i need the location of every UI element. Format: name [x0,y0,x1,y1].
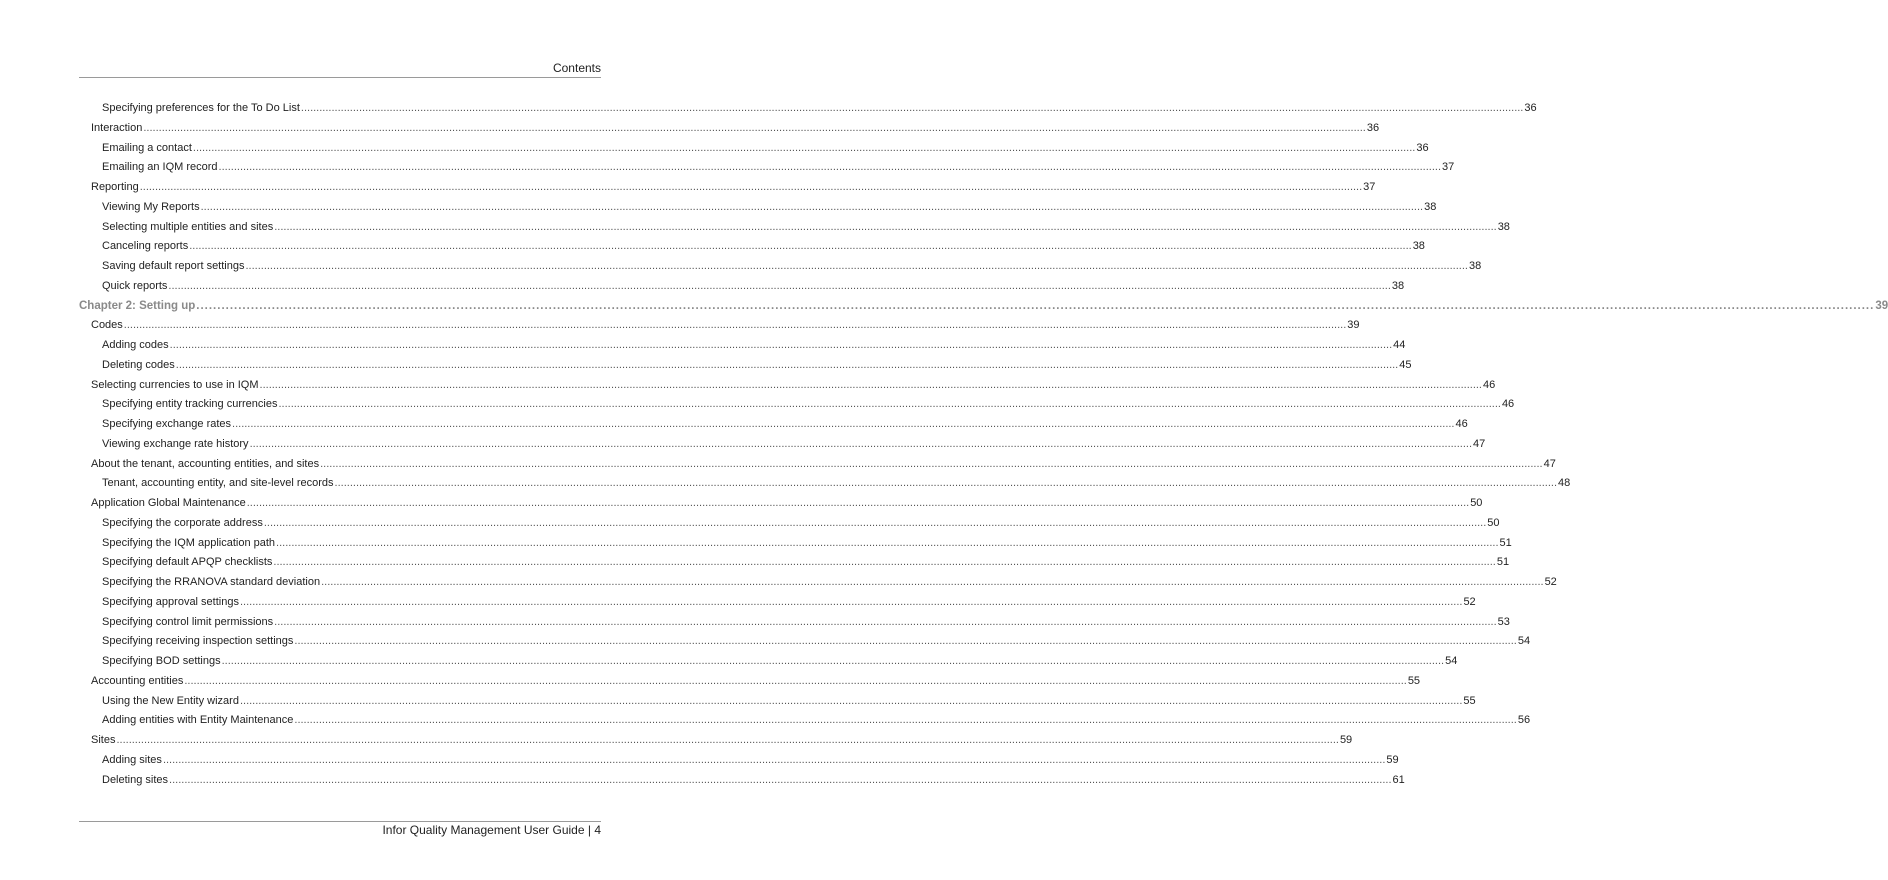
table-of-contents [79,99,1888,790]
toc-entry-title: Deleting codes [102,358,175,371]
toc-dot-leader: ................................................................................................................................................................................................................................................................................................................................................................................................................ [263,516,1487,529]
toc-entry-title: Specifying the corporate address [102,516,263,529]
toc-entry-title: Specifying exchange rates [102,418,232,430]
toc-page-number: 47 [1543,457,1556,470]
toc-page-number: 53 [1497,615,1510,628]
toc-entry-title: Using the New Entity wizard [102,694,239,707]
toc-entry[interactable] [79,257,1482,277]
toc-entry[interactable] [79,632,1531,652]
toc-dot-leader: ................................................................................................................................................................................................................................................................................................................................................................................................................ [276,536,1499,549]
toc-entry-title: Interaction [91,121,143,134]
toc-page-number: 56 [1517,714,1531,727]
toc-page-number: 36 [1416,141,1429,154]
toc-dot-leader: ................................................................................................................................................................................................................................................................................................................................................................................................................ [274,220,1497,233]
footer-divider [79,821,601,822]
toc-entry[interactable] [79,316,1360,336]
toc-entry[interactable] [79,514,1500,534]
toc-page-number: 54 [1445,655,1458,667]
toc-page-number: 48 [1558,477,1571,490]
toc-entry[interactable] [79,711,1531,731]
toc-page-number: 52 [1544,576,1557,588]
toc-entry[interactable] [79,99,1537,119]
running-footer: Infor Quality Management User Guide | 4 [382,823,601,837]
toc-dot-leader: ................................................................................................................................................................................................................................................................................................................................................................................................................ [143,121,1366,134]
toc-dot-leader: ................................................................................................................................................................................................................................................................................................................................................................................................................ [123,319,1347,332]
toc-entry-title: Specifying the IQM application path [102,536,276,549]
toc-entry[interactable] [79,771,1405,791]
toc-dot-leader: ................................................................................................................................................................................................................................................................................................................................................................................................................ [184,674,1407,687]
toc-page-number: 38 [1391,279,1405,292]
toc-entry-title: Quick reports [102,279,168,292]
toc-entry[interactable] [79,672,1421,692]
toc-dot-leader: ................................................................................................................................................................................................................................................................................................................................................................................................................ [232,418,1455,430]
toc-dot-leader: ................................................................................................................................................................................................................................................................................................................................................................................................................ [169,339,1393,351]
toc-entry-title: Specifying default APQP checklists [102,556,273,569]
toc-entry-title: Codes [91,319,123,332]
toc-page-number: 50 [1470,497,1483,509]
toc-dot-leader: ................................................................................................................................................................................................................................................................................................................................................................................................................ [175,358,1399,371]
toc-dot-leader: ................................................................................................................................................................................................................................................................................................................................................................................................................ [278,398,1501,411]
header-divider [79,77,601,78]
toc-entry[interactable] [79,336,1406,356]
toc-entry-title: Tenant, accounting entity, and site-level records [102,477,334,490]
toc-entry[interactable] [79,277,1405,297]
toc-entry[interactable] [79,218,1510,238]
toc-entry-title: Specifying the RRANOVA standard deviation [102,576,321,588]
toc-entry[interactable] [79,751,1399,771]
toc-entry-title: Adding entities with Entity Maintenance [102,714,294,727]
toc-page-number: 38 [1424,200,1437,213]
toc-dot-leader: ................................................................................................................................................................................................................................................................................................................................................................................................................ [239,595,1463,608]
toc-dot-leader: ................................................................................................................................................................................................................................................................................................................................................................................................................ [116,734,1339,746]
toc-entry[interactable] [79,395,1515,415]
toc-entry[interactable] [79,178,1376,198]
toc-entry[interactable] [79,435,1486,455]
toc-dot-leader: ................................................................................................................................................................................................................................................................................................................................................................................................................ [196,299,1875,312]
toc-entry-title: Specifying entity tracking currencies [102,398,278,411]
toc-page-number: 46 [1501,398,1515,411]
toc-page-number: 37 [1442,161,1455,174]
toc-dot-leader: ................................................................................................................................................................................................................................................................................................................................................................................................................ [168,279,1391,292]
toc-entry-title: Specifying receiving inspection settings [102,635,294,648]
toc-entry-title: Sites [91,734,116,746]
toc-entry-title: Reporting [91,181,139,193]
toc-page-number: 52 [1463,595,1476,608]
toc-entry-title: Accounting entities [91,674,184,687]
toc-entry-title: Emailing an IQM record [102,161,218,174]
toc-dot-leader: ................................................................................................................................................................................................................................................................................................................................................................................................................ [200,200,1424,213]
toc-page-number: 46 [1483,378,1496,391]
toc-entry[interactable] [79,731,1353,751]
toc-entry-title: Viewing My Reports [102,200,200,213]
toc-entry-title: Deleting sites [102,773,169,786]
toc-dot-leader: ................................................................................................................................................................................................................................................................................................................................................................................................................ [239,694,1463,707]
toc-entry-title: Chapter 2: Setting up [79,299,196,312]
toc-entry[interactable] [79,553,1510,573]
toc-entry[interactable] [79,613,1510,633]
toc-page-number: 39 [1875,299,1888,312]
toc-dot-leader: ................................................................................................................................................................................................................................................................................................................................................................................................................ [245,260,1468,272]
toc-entry[interactable] [79,573,1557,593]
toc-page-number: 38 [1497,220,1510,233]
toc-page-number: 37 [1363,181,1376,193]
toc-page-number: 50 [1487,516,1500,529]
toc-entry-title: Saving default report settings [102,260,245,272]
toc-page-number: 59 [1386,753,1399,766]
toc-entry-title: Selecting multiple entities and sites [102,220,274,233]
running-header: Contents [552,61,601,75]
toc-page-number: 36 [1524,102,1537,114]
toc-page-number: 39 [1347,319,1360,332]
toc-dot-leader: ................................................................................................................................................................................................................................................................................................................................................................................................................ [139,181,1363,193]
toc-entry-title: Emailing a contact [102,141,192,154]
toc-dot-leader: ................................................................................................................................................................................................................................................................................................................................................................................................................ [273,556,1496,569]
toc-page-number: 55 [1407,674,1421,687]
toc-entry-title: Canceling reports [102,240,189,253]
toc-dot-leader: ................................................................................................................................................................................................................................................................................................................................................................................................................ [294,714,1517,727]
toc-entry-title: Adding sites [102,753,162,766]
toc-dot-leader: ................................................................................................................................................................................................................................................................................................................................................................................................................ [259,378,1482,391]
toc-entry[interactable] [79,198,1437,218]
toc-page-number: 55 [1463,694,1476,707]
toc-entry[interactable] [79,119,1380,139]
toc-entry-title: Selecting currencies to use in IQM [91,378,259,391]
toc-page-number: 38 [1468,260,1482,272]
toc-page-number: 47 [1473,437,1486,450]
toc-entry[interactable] [79,237,1425,257]
toc-entry-title: Viewing exchange rate history [102,437,249,450]
toc-page-number: 51 [1499,536,1512,549]
toc-entry[interactable] [79,415,1468,435]
toc-entry[interactable] [79,139,1429,159]
toc-page-number: 59 [1339,734,1353,746]
toc-entry-title: Application Global Maintenance [91,497,246,509]
toc-entry-title: About the tenant, accounting entities, and sites [91,457,320,470]
toc-chapter-entry[interactable] [79,297,1888,317]
toc-entry-title: Adding codes [102,339,169,351]
toc-entry-title: Specifying control limit permissions [102,615,274,628]
toc-page-number: 44 [1393,339,1406,351]
toc-entry-title: Specifying BOD settings [102,655,221,667]
toc-entry[interactable] [79,474,1571,494]
toc-page-number: 36 [1366,121,1380,134]
toc-page-number: 46 [1455,418,1468,430]
toc-dot-leader: ................................................................................................................................................................................................................................................................................................................................................................................................................ [246,497,1470,509]
toc-entry[interactable] [79,356,1412,376]
toc-entry[interactable] [79,652,1458,672]
toc-dot-leader: ................................................................................................................................................................................................................................................................................................................................................................................................................ [274,615,1497,628]
toc-dot-leader: ................................................................................................................................................................................................................................................................................................................................................................................................................ [192,141,1416,154]
toc-dot-leader: ................................................................................................................................................................................................................................................................................................................................................................................................................ [221,655,1445,667]
toc-dot-leader: ................................................................................................................................................................................................................................................................................................................................................................................................................ [334,477,1558,490]
toc-dot-leader: ................................................................................................................................................................................................................................................................................................................................................................................................................ [162,753,1386,766]
toc-entry[interactable] [79,534,1512,554]
toc-entry-title: Specifying approval settings [102,595,239,608]
toc-page-number: 61 [1392,773,1405,786]
toc-entry[interactable] [79,158,1455,178]
toc-dot-leader: ................................................................................................................................................................................................................................................................................................................................................................................................................ [169,773,1392,786]
toc-page-number: 45 [1399,358,1412,371]
toc-dot-leader: ................................................................................................................................................................................................................................................................................................................................................................................................................ [320,457,1543,470]
toc-dot-leader: ................................................................................................................................................................................................................................................................................................................................................................................................................ [321,576,1544,588]
toc-entry[interactable] [79,494,1483,514]
toc-entry[interactable] [79,593,1476,613]
toc-page-number: 38 [1412,240,1425,253]
toc-page-number: 51 [1496,556,1510,569]
toc-page-number: 54 [1517,635,1531,648]
toc-entry[interactable] [79,692,1476,712]
toc-entry[interactable] [79,455,1556,475]
toc-dot-leader: ................................................................................................................................................................................................................................................................................................................................................................................................................ [189,240,1412,253]
toc-dot-leader: ................................................................................................................................................................................................................................................................................................................................................................................................................ [218,161,1442,174]
toc-dot-leader: ................................................................................................................................................................................................................................................................................................................................................................................................................ [300,102,1524,114]
toc-dot-leader: ................................................................................................................................................................................................................................................................................................................................................................................................................ [249,437,1473,450]
toc-entry-title: Specifying preferences for the To Do List [102,102,300,114]
toc-dot-leader: ................................................................................................................................................................................................................................................................................................................................................................................................................ [294,635,1517,648]
toc-entry[interactable] [79,376,1496,396]
